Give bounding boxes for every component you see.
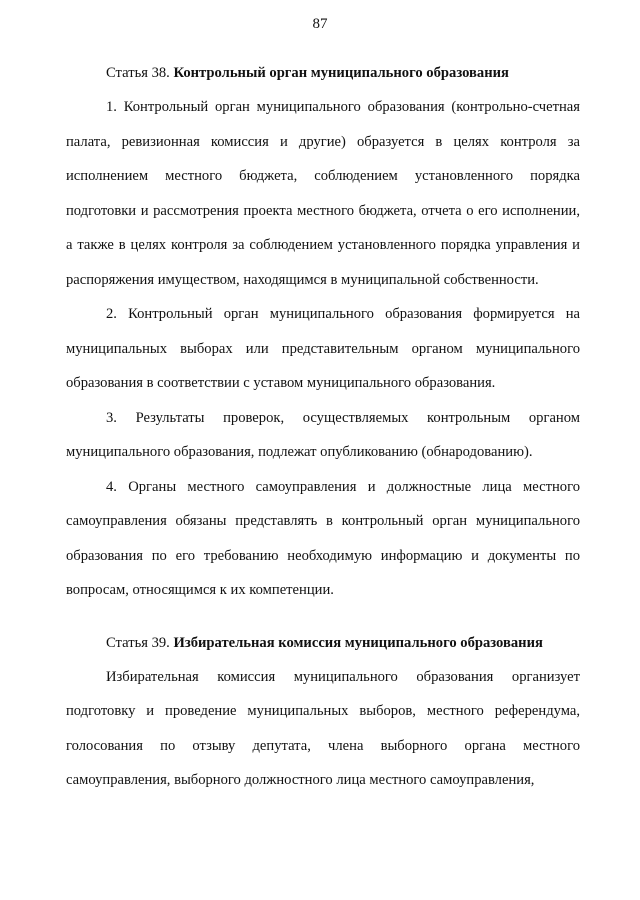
article-39-paragraph-1: Избирательная комиссия муниципального образования организует подготовку и проведение муниципальных выборов, местного референдума, голосования по отзыву депутата, члена выборного органа местного самоуправления, выборного должностного лица местного самоуправления, (66, 668, 580, 788)
document-body (66, 56, 580, 798)
page-number: 87 (312, 16, 328, 32)
article-38-title: Контрольный орган муниципального образования (173, 65, 509, 81)
article-38-paragraph-2: 2. Контрольный орган муниципального образования формируется на муниципальных выборах или представительным органом муниципального образования в соответствии с уставом муниципального образования. (66, 306, 580, 391)
article-39-title: Избирательная комиссия муниципального образования (173, 634, 543, 651)
article-38-heading (66, 56, 580, 90)
article-38-paragraph-3: 3. Результаты проверок, осуществляемых контрольным органом муниципального образования, подлежат опубликованию (обнародованию). (66, 409, 580, 460)
article-38-paragraph-4: 4. Органы местного самоуправления и должностные лица местного самоуправления обязаны представлять в контрольный орган муниципального образования по его требованию необходимую информацию и документы по вопросам, относящимся к их компетенции. (66, 478, 580, 598)
article-39-heading (66, 626, 580, 660)
article-39-label: Статья 39. (106, 634, 170, 651)
article-38-paragraph-1: 1. Контрольный орган муниципального образования (контрольно-счетная палата, ревизионная комиссия и другие) образуется в целях контроля за исполнением местного бюджета, соблюдением установленного порядка подготовки и рассмотрения проекта местного бюджета, отчета о его исполнении, а также в целях контроля за соблюдением установленного порядка управления и распоряжения имуществом, находящимся в муниципальной собственности. (66, 99, 580, 288)
section-spacer (66, 608, 580, 626)
article-38-label: Статья 38. (106, 65, 170, 81)
